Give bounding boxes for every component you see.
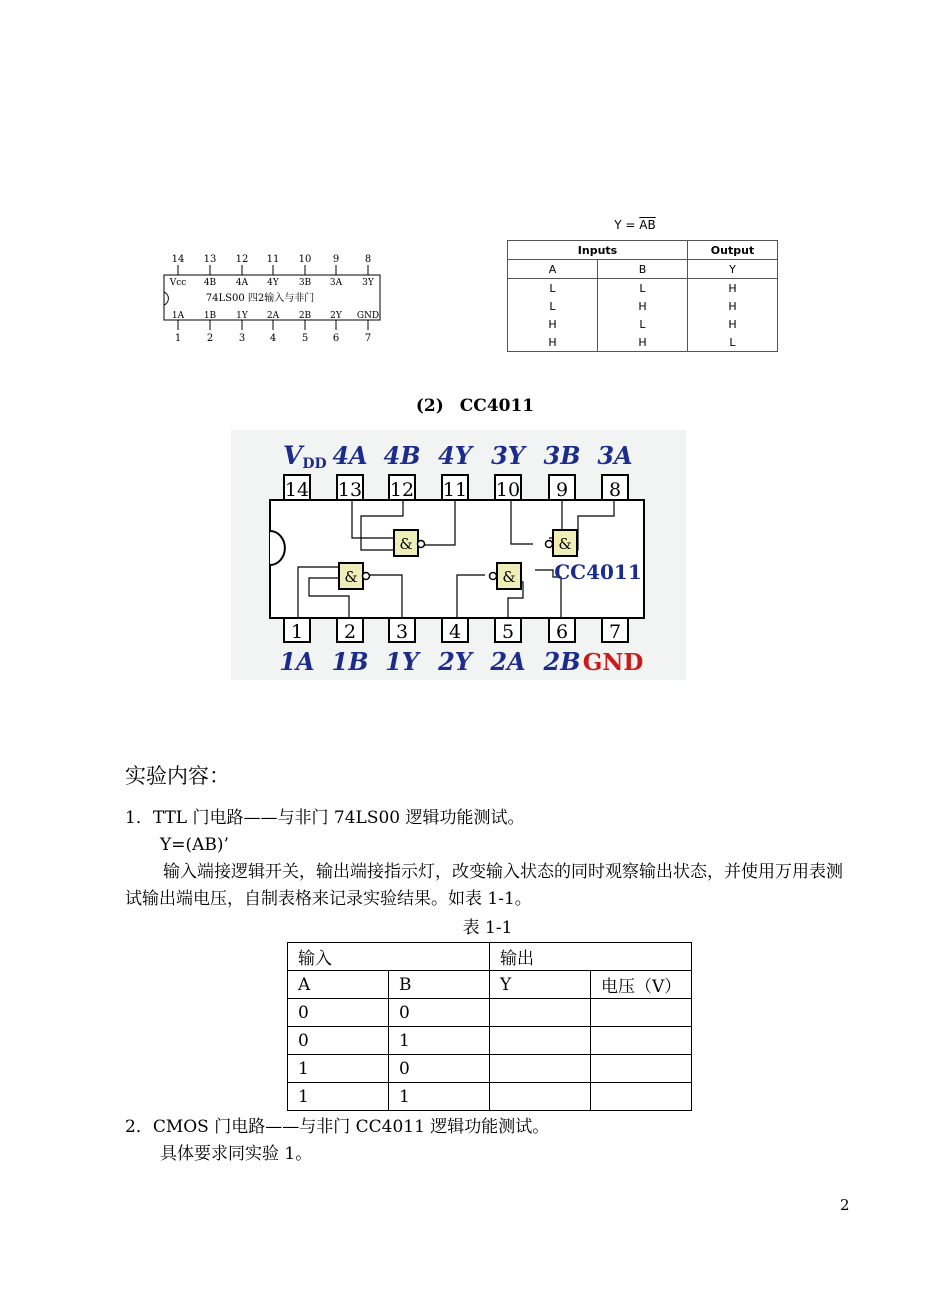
pin-label: 3A [329,278,343,288]
col-y: Y [688,260,778,279]
pin-label-vdd: VDD [283,441,327,472]
gate-symbol: & [344,568,358,586]
chip-label: CC4011 [554,560,642,584]
pin-number: 14 [284,479,310,501]
pin-number: 9 [555,479,569,501]
pin-number: 6 [555,621,569,643]
pin-label: GND [356,311,380,321]
cell: H [508,333,598,352]
table-row [508,279,778,298]
header-output: 输出 [490,943,692,971]
cc4011-pinout-diagram [231,430,686,680]
item-2: 2．CMOS 门电路——与非门 CC4011 逻辑功能测试。 [125,1117,550,1137]
cell: 0 [389,999,490,1027]
pin-number: 10 [495,479,521,501]
pin-number: 4 [269,333,277,344]
cell: H [688,315,778,333]
pin-label: 3B [543,441,581,470]
col-a: A [508,260,598,279]
pin-number: 2 [343,621,357,643]
results-table [287,942,692,1111]
cell-empty [591,999,692,1027]
caption-name: CC4011 [459,396,535,416]
gate-symbol: & [558,535,572,553]
pin-label: 4A [235,278,249,288]
cell: 1 [288,1083,389,1111]
pin-number: 1 [290,621,304,643]
caption-number: (2) [415,396,444,416]
table-row [288,1027,692,1055]
table-row [288,1055,692,1083]
table-row [288,999,692,1027]
pin-number: 14 [171,254,185,265]
col-y: Y [490,971,591,999]
cc4011-caption [0,396,950,416]
title-overline: $\overline{AB}$ [639,218,656,232]
cell-empty [490,1027,591,1055]
cell: L [508,297,598,315]
cell: 1 [389,1027,490,1055]
col-b: B [389,971,490,999]
pin-number: 12 [235,254,249,265]
col-b: B [598,260,688,279]
pin-label: 3Y [491,441,525,470]
pin-number: 5 [301,333,309,344]
paragraph: 输入端接逻辑开关，输出端接指示灯，改变输入状态的同时观察输出状态，并使用万用表测试输出端电压，自制表格来记录实验结果。如表 1-1。 [125,862,843,909]
cell: 0 [288,999,389,1027]
formula: Y=(AB)’ [160,835,229,855]
cell: 1 [288,1055,389,1083]
pin-label: 4A [332,441,368,470]
cell: L [598,315,688,333]
pin-label: 4Y [438,441,472,470]
pin-number: 9 [332,254,340,265]
pin-label: 2B [543,647,581,676]
truth-table [507,240,778,352]
table-caption: 表 1-1 [462,918,513,938]
output-header: Output [688,241,778,260]
cell: H [598,333,688,352]
item-1: 1．TTL 门电路——与非门 74LS00 逻辑功能测试。 [125,808,525,828]
pin-number: 11 [442,479,468,501]
chip-label: 74LS00 四2输入与非门 [205,293,315,304]
pin-number: 8 [364,254,372,265]
pin-number: 13 [337,479,363,501]
pin-label: 4Y [267,278,279,288]
cell: 1 [389,1083,490,1111]
pin-number: 13 [203,254,217,265]
col-a: A [288,971,389,999]
header-input: 输入 [288,943,490,971]
table-row [508,315,778,333]
col-voltage: 电压（V） [591,971,692,999]
cell-empty [490,1083,591,1111]
cell: H [508,315,598,333]
cell: 0 [288,1027,389,1055]
pin-label: 3A [597,441,633,470]
pin-number: 5 [501,621,515,643]
ls00-pinout-diagram [150,248,390,348]
pin-label-gnd: GND [582,649,644,676]
cell-empty [490,1055,591,1083]
pin-number: 1 [174,333,182,344]
pin-number: 7 [608,621,622,643]
pin-label: 4B [203,278,217,288]
cell: H [688,279,778,298]
pin-number: 4 [448,621,462,643]
gate-symbol: & [399,535,413,553]
cell-empty [591,1027,692,1055]
page-number: 2 [840,1196,850,1214]
cell: L [598,279,688,298]
pin-number: 10 [298,254,312,265]
pin-number: 6 [332,333,340,344]
pin-label: 1B [331,647,369,676]
title-prefix: Y = [614,218,640,232]
pin-label: 2B [298,311,312,321]
cell: 0 [389,1055,490,1083]
cell: H [598,297,688,315]
cell-empty [591,1083,692,1111]
pin-number: 8 [608,479,622,501]
cell-empty [490,999,591,1027]
pin-label: 2Y [438,647,472,676]
table-row [508,297,778,315]
pin-number: 11 [266,254,280,265]
cell: H [688,297,778,315]
cell-empty [591,1055,692,1083]
pin-label: 3B [298,278,312,288]
item-2-detail: 具体要求同实验 1。 [160,1144,313,1164]
cell: L [508,279,598,298]
pin-number: 2 [206,333,214,344]
pin-label: 1Y [385,647,419,676]
pin-label: 1A [171,311,185,321]
gate-symbol: & [502,568,516,586]
pin-label: 4B [383,441,421,470]
cell: L [688,333,778,352]
pin-number: 12 [389,479,415,501]
pin-label: Vcc [169,278,187,288]
table-row [288,1083,692,1111]
pin-label: 2Y [330,311,342,321]
pin-number: 7 [364,333,372,344]
pin-number: 3 [395,621,409,643]
truth-table-title [590,218,680,232]
inputs-header: Inputs [508,241,688,260]
pin-label: 1A [279,647,315,676]
pin-label: 1B [203,311,217,321]
section-heading: 实验内容： [125,764,230,788]
table-row [508,333,778,352]
pin-label: 1Y [236,311,248,321]
pin-label: 3Y [362,278,374,288]
pin-number: 3 [238,333,246,344]
pin-label: 2A [490,647,526,676]
pin-label: 2A [266,311,280,321]
